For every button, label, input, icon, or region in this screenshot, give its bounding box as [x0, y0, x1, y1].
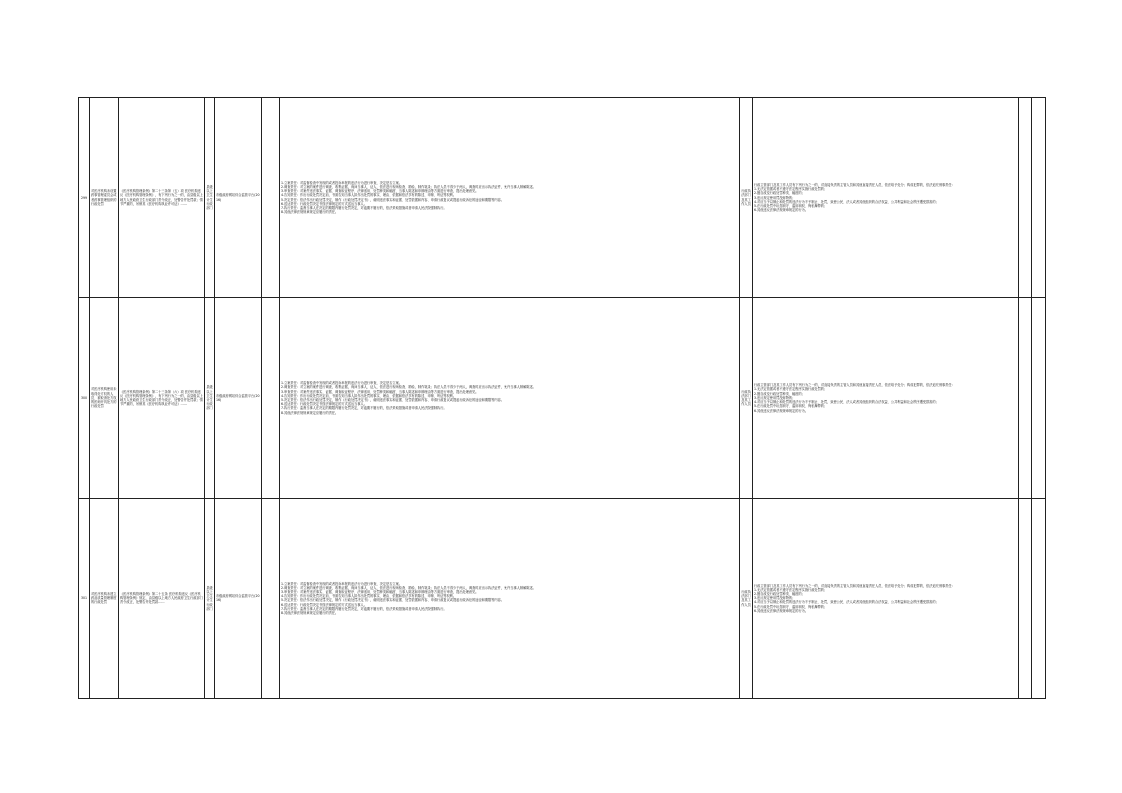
legal-basis: 《医疗机构管理条例》第二十三条第（六）项 医疗机构违反《医疗机构管理条例》，有下列行为之一的，由县级以上地方人民政府卫生行政部门责令改正，处警告并处罚款；情节严重的，吊销其《医疗机构执业许可证》……	[119, 298, 205, 498]
item-code: 市级政府网站综合监管平台(2016)	[215, 98, 262, 298]
accountability-text: 行政主管部门及其工作人员有下列行为之一的，对直接负责的主管人员和其他直接责任人员，依法给予处分；构成犯罪的，依法追究刑事责任： 1.无法定依据或者不遵守法定程序实施行政处罚的； 2.擅自改变行政处罚种类、幅度的； 3.违反规定使用罚没财物的； 4.对应当予以制止和处罚的违法行为不予制止、处罚，致使公民、法人或者其他组织的合法权益、公共利益和社会秩序遭受损害的； 5.在行政处罚中玩忽职守、滥用职权、徇私舞弊的； 6.其他违反法律法规规章规定的行为。	[753, 298, 1019, 498]
penalty-table	[78, 97, 1046, 699]
extra-cell-2	[1032, 298, 1046, 498]
extra-cell-1	[1019, 498, 1032, 698]
item-name: 对医疗机构未设置药事管理委员会或者药事管理组织的行政处罚	[90, 98, 119, 298]
item-code: 市级政府网站综合监管平台(2016)	[215, 498, 262, 698]
note-cell	[262, 98, 280, 298]
implementing-body: 县级以上卫生计生行政部门	[205, 298, 215, 498]
item-name: 对医疗机构使用未取得处方权的人员、被取消处方权的医师开具处方的行政处罚	[90, 298, 119, 498]
responsible-subject: 行政执法部门及其工作人员	[740, 298, 753, 498]
accountability-text: 行政主管部门及其工作人员有下列行为之一的，对直接负责的主管人员和其他直接责任人员，依法给予处分；构成犯罪的，依法追究刑事责任： 1.无法定依据或者不遵守法定程序实施行政处罚的； 2.擅自改变行政处罚种类、幅度的； 3.违反规定使用罚没财物的； 4.对应当予以制止和处罚的违法行为不予制止、处罚，致使公民、法人或者其他组织的合法权益、公共利益和社会秩序遭受损害的； 5.在行政处罚中玩忽职守、滥用职权、徇私舞弊的； 6.其他违反法律法规规章规定的行为。	[753, 98, 1019, 298]
extra-cell-1	[1019, 298, 1032, 498]
extra-cell-1	[1019, 98, 1032, 298]
extra-cell-2	[1032, 498, 1046, 698]
row-number: 299	[79, 98, 90, 298]
row-number: 301	[79, 498, 90, 698]
row-number: 300	[79, 298, 90, 498]
table-row	[79, 298, 1046, 498]
responsibility-text: 1.立案责任：对监督检查中发现的或者投诉举报的违法行为进行审查，决定是否立案。 2.调查责任：对立案的案件进行调查，收集证据，询问当事人、证人，依法进行现场检查、勘验，制作笔录；执法人员不得少于两人，调查时应出示执法证件，允许当事人辩解陈述。 3.审查责任：对案件违法事实、证据、调查取证程序、法律适用、处罚种类和幅度、当事人陈述和申辩理由等方面进行审查，提出处理意见。 4.告知责任：作出行政处罚决定前，书面告知当事人拟作出处罚的事实、理由、依据和依法享有的陈述、申辩、听证等权利。 5.决定责任：依法作出行政处罚决定，制作《行政处罚决定书》，载明违法事实和证据、处罚依据和内容、申请行政复议或提起行政诉讼的途径和期限等内容。 6.送达责任：行政处罚决定书按法律规定的方式送达当事人。 7.执行责任：监督当事人在决定的期限内履行处罚决定，对逾期不履行的，依法采取措施或者申请人民法院强制执行。 8.其他法律法规规章规定应履行的责任。	[280, 498, 740, 698]
responsible-subject: 行政执法部门及其工作人员	[740, 98, 753, 298]
legal-basis: 《医疗机构管理条例》第二十三条第（五）项 医疗机构违反《医疗机构管理条例》，有下列行为之一的，由县级以上地方人民政府卫生行政部门责令改正，处警告并处罚款；情节严重的，吊销其《医疗机构执业许可证》……	[119, 98, 205, 298]
item-name: 对医疗机构未建立药品质量管理制度的行政处罚	[90, 498, 119, 698]
item-code: 市级政府网站综合监管平台(2016)	[215, 298, 262, 498]
responsibility-text: 1.立案责任：对监督检查中发现的或者投诉举报的违法行为进行审查，决定是否立案。 2.调查责任：对立案的案件进行调查，收集证据，询问当事人、证人，依法进行现场检查、勘验，制作笔录；执法人员不得少于两人，调查时应出示执法证件，允许当事人辩解陈述。 3.审查责任：对案件违法事实、证据、调查取证程序、法律适用、处罚种类和幅度、当事人陈述和申辩理由等方面进行审查，提出处理意见。 4.告知责任：作出行政处罚决定前，书面告知当事人拟作出处罚的事实、理由、依据和依法享有的陈述、申辩、听证等权利。 5.决定责任：依法作出行政处罚决定，制作《行政处罚决定书》，载明违法事实和证据、处罚依据和内容、申请行政复议或提起行政诉讼的途径和期限等内容。 6.送达责任：行政处罚决定书按法律规定的方式送达当事人。 7.执行责任：监督当事人在决定的期限内履行处罚决定，对逾期不履行的，依法采取措施或者申请人民法院强制执行。 8.其他法律法规规章规定应履行的责任。	[280, 298, 740, 498]
note-cell	[262, 498, 280, 698]
implementing-body: 县级以上卫生计生行政部门	[205, 498, 215, 698]
accountability-text: 行政主管部门及其工作人员有下列行为之一的，对直接负责的主管人员和其他直接责任人员，依法给予处分；构成犯罪的，依法追究刑事责任： 1.无法定依据或者不遵守法定程序实施行政处罚的； 2.擅自改变行政处罚种类、幅度的； 3.违反规定使用罚没财物的； 4.对应当予以制止和处罚的违法行为不予制止、处罚，致使公民、法人或者其他组织的合法权益、公共利益和社会秩序遭受损害的； 5.在行政处罚中玩忽职守、滥用职权、徇私舞弊的； 6.其他违反法律法规规章规定的行为。	[753, 498, 1019, 698]
table-row	[79, 498, 1046, 698]
responsible-subject: 行政执法部门及其工作人员	[740, 498, 753, 698]
extra-cell-2	[1032, 98, 1046, 298]
implementing-body: 县级以上卫生计生行政部门	[205, 98, 215, 298]
legal-basis: 《医疗机构管理条例》第二十五条 医疗机构违反《医疗机构管理条例》规定，由县级以上地方人民政府卫生行政部门责令改正，处警告并处罚款……	[119, 498, 205, 698]
responsibility-text: 1.立案责任：对监督检查中发现的或者投诉举报的违法行为进行审查，决定是否立案。 2.调查责任：对立案的案件进行调查，收集证据，询问当事人、证人，依法进行现场检查、勘验，制作笔录；执法人员不得少于两人，调查时应出示执法证件，允许当事人辩解陈述。 3.审查责任：对案件违法事实、证据、调查取证程序、法律适用、处罚种类和幅度、当事人陈述和申辩理由等方面进行审查，提出处理意见。 4.告知责任：作出行政处罚决定前，书面告知当事人拟作出处罚的事实、理由、依据和依法享有的陈述、申辩、听证等权利。 5.决定责任：依法作出行政处罚决定，制作《行政处罚决定书》，载明违法事实和证据、处罚依据和内容、申请行政复议或提起行政诉讼的途径和期限等内容。 6.送达责任：行政处罚决定书按法律规定的方式送达当事人。 7.执行责任：监督当事人在决定的期限内履行处罚决定，对逾期不履行的，依法采取措施或者申请人民法院强制执行。 8.其他法律法规规章规定应履行的责任。	[280, 98, 740, 298]
note-cell	[262, 298, 280, 498]
table-row	[79, 98, 1046, 298]
